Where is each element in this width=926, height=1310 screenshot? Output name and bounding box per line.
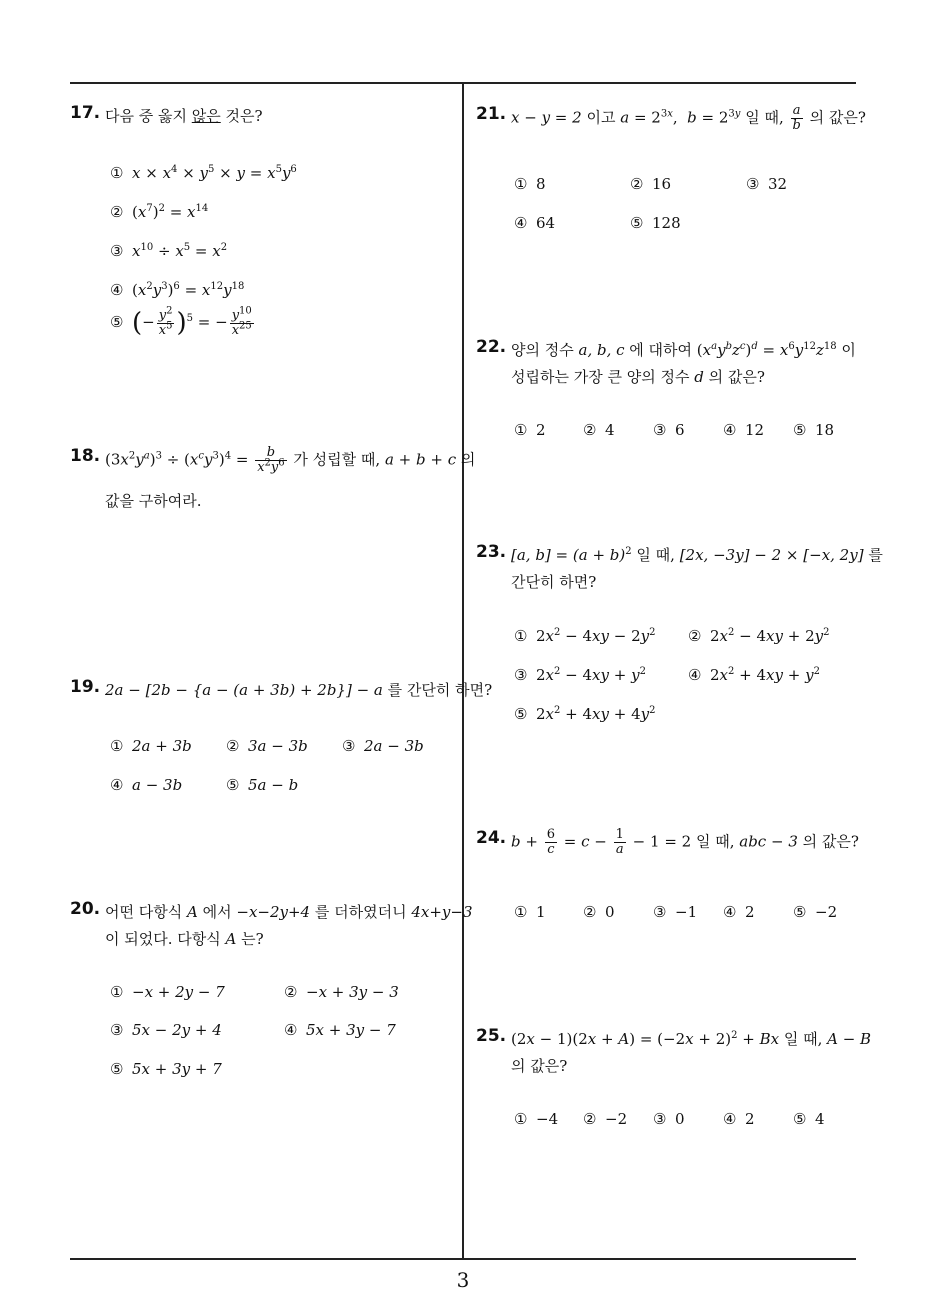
question-number: 17. — [70, 103, 101, 123]
q17-option-1[interactable]: ① $x \times x^4 \times y^5 \times y = x^5y^6$ — [110, 164, 297, 182]
question-text-line2: 값을 구하여라. — [105, 492, 202, 510]
question-text: 어떤 다항식 A 에서 −x−2y+4 를 더하였더니 4x+y−3 — [105, 903, 473, 921]
q25-option-3[interactable]: ③ 0 — [653, 1110, 685, 1128]
question-number: 22. — [476, 337, 507, 357]
q17-option-5[interactable]: ⑤ (− $\frac{y^2}{x^5}$ )$^5$ = − $\frac{y^{10}}{x^{25}}$ — [110, 305, 252, 338]
question-text: [a, $b] = (a + b)^2$ 일 때, [2x, −3y] − 2 × [−x, 2y] 를 — [511, 546, 883, 564]
question-number: 20. — [70, 899, 101, 919]
q21-option-4[interactable]: ④ 64 — [514, 214, 556, 232]
question-number: 23. — [476, 542, 507, 562]
question-text: $(3x^2y^a)^3 \div (x^cy^3)^4$ = $\frac{b}{x^2y^6}$ 가 성립할 때, a + b + c 의 — [105, 445, 476, 475]
question-text-line2: 간단히 하면? — [511, 573, 597, 591]
q21-option-5[interactable]: ⑤ 128 — [630, 214, 681, 232]
q19-option-5[interactable]: ⑤ 5a − b — [226, 776, 299, 794]
q21-option-3[interactable]: ③ 32 — [746, 175, 788, 193]
q21-option-2[interactable]: ② 16 — [630, 175, 672, 193]
q24-option-2[interactable]: ② 0 — [583, 903, 615, 921]
q22-option-2[interactable]: ② 4 — [583, 421, 615, 439]
q22-option-1[interactable]: ① 2 — [514, 421, 546, 439]
question-number: 21. — [476, 104, 507, 124]
question-text: 양의 정수 a, b, c 에 대하여 $(x^ay^bz^c)^d = x^6y^{12}z^{18}$ 이 — [511, 341, 856, 359]
q25-option-5[interactable]: ⑤ 4 — [793, 1110, 825, 1128]
q22-option-4[interactable]: ④ 12 — [723, 421, 765, 439]
question-text: $(2x - 1)(2x + A) = (-2x + 2)^2 + Bx$ 일 때, A − B — [511, 1030, 872, 1048]
q23-option-4[interactable]: ④ $2x^2 + 4xy + y^2$ — [688, 666, 820, 684]
q23-option-1[interactable]: ① $2x^2 - 4xy - 2y^2$ — [514, 627, 656, 645]
bottom-rule — [70, 1258, 856, 1260]
q19-option-3[interactable]: ③ 2a − 3b — [342, 737, 424, 755]
question-text-line2: 의 값은? — [511, 1057, 568, 1075]
q19-option-1[interactable]: ① 2a + 3b — [110, 737, 192, 755]
question-text-line2: 성립하는 가장 큰 양의 정수 d 의 값은? — [511, 368, 765, 386]
q25-option-2[interactable]: ② −2 — [583, 1110, 628, 1128]
q17-option-3[interactable]: ③ $x^{10} \div x^5 = x^2$ — [110, 242, 228, 260]
question-text: b + $\frac{6}{c}$ = c − $\frac{1}{a}$ − 1 = 2 일 때, abc − 3 의 값은? — [511, 827, 859, 857]
q25-option-1[interactable]: ① −4 — [514, 1110, 559, 1128]
q19-option-2[interactable]: ② 3a − 3b — [226, 737, 308, 755]
q17-option-2[interactable]: ② $(x^7)^2 = x^{14}$ — [110, 203, 209, 221]
question-text-line2: 이 되었다. 다항식 A 는? — [105, 930, 264, 948]
column-divider — [462, 82, 464, 1259]
q19-option-4[interactable]: ④ a − 3b — [110, 776, 183, 794]
q21-option-1[interactable]: ① 8 — [514, 175, 546, 193]
question-number: 25. — [476, 1026, 507, 1046]
q24-option-4[interactable]: ④ 2 — [723, 903, 755, 921]
q20-option-3[interactable]: ③ 5x − 2y + 4 — [110, 1021, 222, 1039]
q22-option-3[interactable]: ③ 6 — [653, 421, 685, 439]
question-text: x − y = 2 이고 $a = 2^{3x}$, $b = 2^{3y}$ 일 때, $\frac{a}{b}$ 의 값은? — [511, 103, 866, 133]
question-number: 24. — [476, 828, 507, 848]
q24-option-5[interactable]: ⑤ −2 — [793, 903, 838, 921]
q17-option-4[interactable]: ④ $(x^2y^3)^6 = x^{12}y^{18}$ — [110, 281, 245, 299]
question-number: 18. — [70, 446, 101, 466]
q23-option-2[interactable]: ② $2x^2 - 4xy + 2y^2$ — [688, 627, 830, 645]
question-text: 다음 중 옳지 않은 것은? — [105, 107, 263, 125]
q24-option-3[interactable]: ③ −1 — [653, 903, 698, 921]
q20-option-1[interactable]: ① −x + 2y − 7 — [110, 983, 225, 1001]
q23-option-3[interactable]: ③ $2x^2 - 4xy + y^2$ — [514, 666, 646, 684]
question-number: 19. — [70, 677, 101, 697]
q23-option-5[interactable]: ⑤ $2x^2 + 4xy + 4y^2$ — [514, 705, 656, 723]
page-number: 3 — [456, 1268, 470, 1292]
q22-option-5[interactable]: ⑤ 18 — [793, 421, 835, 439]
q24-option-1[interactable]: ① 1 — [514, 903, 546, 921]
q20-option-2[interactable]: ② −x + 3y − 3 — [284, 983, 399, 1001]
q25-option-4[interactable]: ④ 2 — [723, 1110, 755, 1128]
q20-option-4[interactable]: ④ 5x + 3y − 7 — [284, 1021, 396, 1039]
question-text: 2a − [2b − {a − (a + 3b) + 2b}] − a 를 간단히 하면? — [105, 681, 493, 699]
q20-option-5[interactable]: ⑤ 5x + 3y + 7 — [110, 1060, 222, 1078]
